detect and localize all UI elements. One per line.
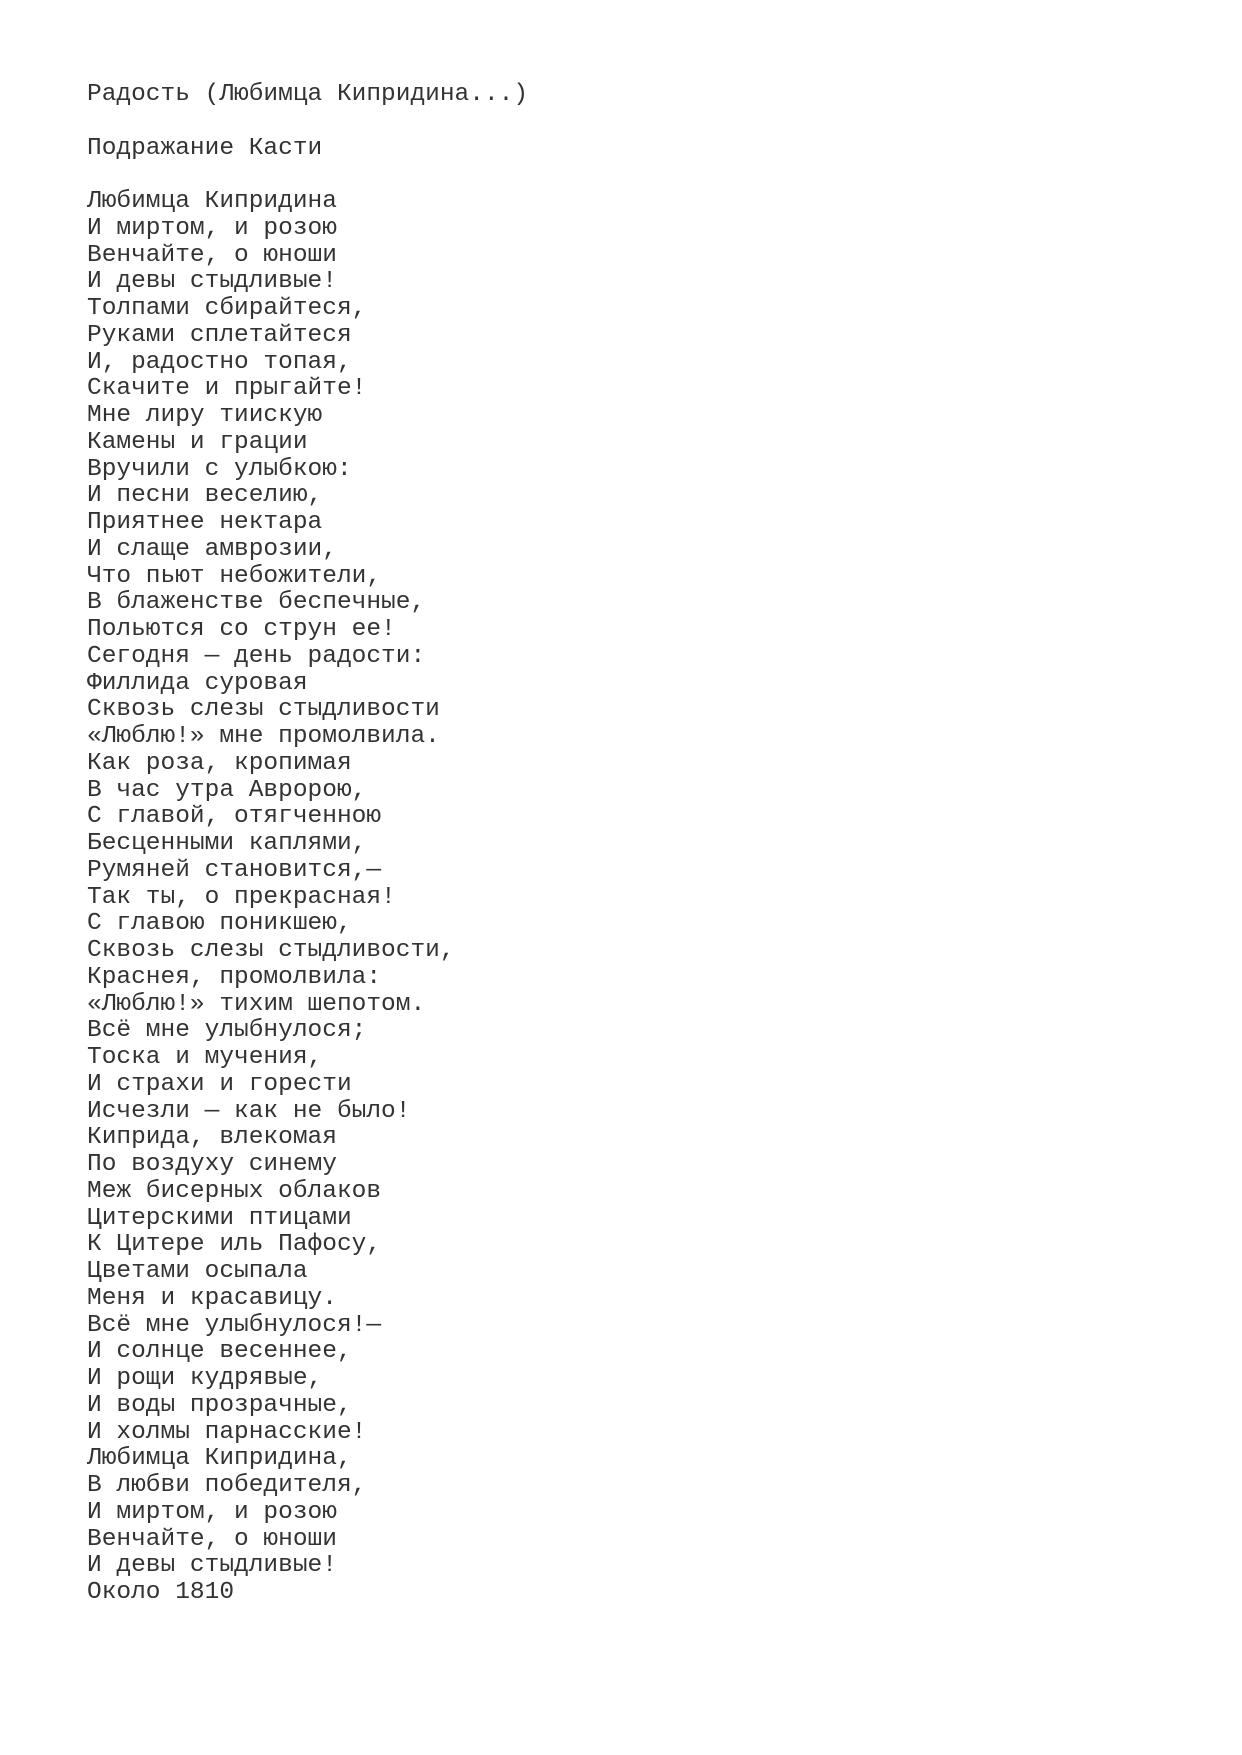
poem-line: «Люблю!» мне промолвила. xyxy=(87,723,440,750)
blank-line xyxy=(87,162,1187,189)
poem-line: И, радостно топая, xyxy=(87,348,352,376)
poem-line: Камены и грации xyxy=(87,428,308,456)
poem-line: Всё мне улыбнулося!— xyxy=(87,1311,382,1339)
poem-line: И миртом, и розою xyxy=(87,1498,337,1526)
poem-line: Венчайте, о юноши xyxy=(87,1525,337,1553)
poem-line: И рощи кудрявые, xyxy=(87,1365,323,1392)
poem-line: По воздуху синему xyxy=(87,1151,337,1178)
poem-line: И песни веселию, xyxy=(87,482,323,510)
blank-line xyxy=(87,109,1187,136)
poem-line: И страхи и горести xyxy=(87,1070,352,1098)
poem-line: Цитерскими птицами xyxy=(87,1204,352,1232)
poem-line: Приятнее нектара xyxy=(87,509,323,536)
poem-line: Сквозь слезы стыдливости, xyxy=(87,937,455,964)
poem-text xyxy=(87,82,1187,1607)
poem-line: В любви победителя, xyxy=(87,1472,367,1499)
poem-line: И девы стыдливые! xyxy=(87,1552,337,1580)
poem-line: Краснея, промолвила: xyxy=(87,963,382,991)
poem-subtitle: Подражание Касти xyxy=(87,134,323,162)
poem-line: Бесценными каплями, xyxy=(87,830,367,857)
poem-date: Около 1810 xyxy=(87,1579,235,1606)
poem-body xyxy=(87,189,1187,1580)
poem-line: Любимца Кипридина, xyxy=(87,1445,352,1473)
poem-line: И солнце весеннее, xyxy=(87,1338,352,1366)
poem-line: И девы стыдливые! xyxy=(87,268,337,296)
poem-line: С главой, отягченною xyxy=(87,803,382,831)
poem-line: В час утра Авророю, xyxy=(87,776,367,804)
poem-line: Вручили с улыбкою: xyxy=(87,455,352,483)
poem-line: В блаженстве беспечные, xyxy=(87,589,426,617)
poem-title: Радость (Любимца Кипридина...) xyxy=(87,81,529,108)
poem-line: И воды прозрачные, xyxy=(87,1391,352,1419)
poem-line: Всё мне улыбнулося; xyxy=(87,1017,367,1045)
poem-line: Скачите и прыгайте! xyxy=(87,375,367,403)
poem-line: Филлида суровая xyxy=(87,669,308,697)
poem-line: С главою поникшею, xyxy=(87,910,352,938)
poem-line: Как роза, кропимая xyxy=(87,749,352,777)
poem-line: Польются со струн ее! xyxy=(87,616,396,643)
poem-line: Что пьют небожители, xyxy=(87,562,382,590)
poem-line: Руками сплетайтеся xyxy=(87,321,352,349)
poem-line: Сегодня — день радости: xyxy=(87,642,426,670)
poem-line: Венчайте, о юноши xyxy=(87,241,337,269)
poem-line: И слаще амврозии, xyxy=(87,535,337,563)
poem-line: Меня и красавицу. xyxy=(87,1284,337,1312)
poem-line: Толпами сбирайтеся, xyxy=(87,295,367,322)
poem-line: И миртом, и розою xyxy=(87,214,337,242)
poem-line: Меж бисерных облаков xyxy=(87,1177,382,1205)
poem-line: Исчезли — как не было! xyxy=(87,1097,411,1125)
poem-line: Сквозь слезы стыдливости xyxy=(87,696,440,724)
poem-line: К Цитере иль Пафосу, xyxy=(87,1231,382,1259)
poem-line: Любимца Кипридина xyxy=(87,188,337,215)
poem-line: «Люблю!» тихим шепотом. xyxy=(87,990,426,1018)
poem-line: И холмы парнасские! xyxy=(87,1418,367,1446)
poem-line: Мне лиру тиискую xyxy=(87,402,323,429)
poem-line: Киприда, влекомая xyxy=(87,1124,337,1152)
poem-line: Румяней становится,— xyxy=(87,856,382,884)
poem-line: Цветами осыпала xyxy=(87,1258,308,1285)
poem-line: Тоска и мучения, xyxy=(87,1044,323,1071)
poem-line: Так ты, о прекрасная! xyxy=(87,883,396,911)
